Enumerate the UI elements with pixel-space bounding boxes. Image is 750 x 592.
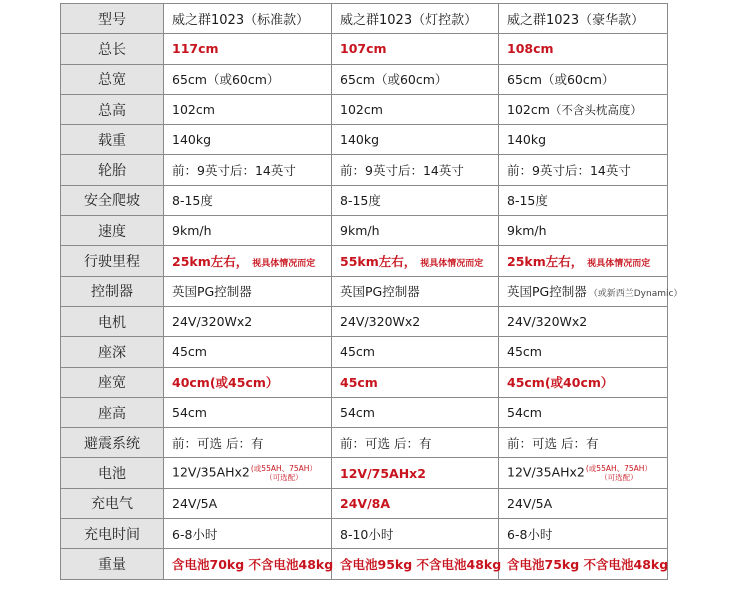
row-length xyxy=(61,34,668,64)
row-label: 型号 xyxy=(61,4,164,34)
row-charge-time xyxy=(61,519,668,549)
cell-value: 45cm xyxy=(332,367,499,397)
cell-value: 24V/320Wx2 xyxy=(332,306,499,336)
range-note: 视具体情况而定 xyxy=(252,259,316,270)
row-climb xyxy=(61,185,668,215)
model-light-control: 威之群1023（灯控款） xyxy=(332,4,499,34)
cell-value xyxy=(499,458,668,488)
cell-value: 6-8小时 xyxy=(499,519,668,549)
value-text: 25km左右， xyxy=(507,254,584,270)
value-text: 102cm xyxy=(507,101,550,117)
cell-value: 12V/75AHx2 xyxy=(332,458,499,488)
row-label: 电机 xyxy=(61,306,164,336)
cell-value: 前：9英寸后：14英寸 xyxy=(332,155,499,185)
cell-value: 140kg xyxy=(164,125,332,155)
row-controller xyxy=(61,276,668,306)
row-label: 轮胎 xyxy=(61,155,164,185)
cell-value: 117cm xyxy=(164,34,332,64)
cell-value: 24V/5A xyxy=(164,488,332,518)
row-charger xyxy=(61,488,668,518)
row-label: 行驶里程 xyxy=(61,246,164,276)
row-height xyxy=(61,94,668,124)
cell-value: 54cm xyxy=(499,397,668,427)
cell-value: 英国PG控制器 xyxy=(164,276,332,306)
cell-value xyxy=(332,246,499,276)
cell-value: 65cm（或60cm） xyxy=(332,64,499,94)
cell-value: 108cm xyxy=(499,34,668,64)
value-text: 12V/35AHx2 xyxy=(172,464,250,480)
option-line: (或55AH、75AH） xyxy=(250,464,317,474)
cell-value: 45cm xyxy=(164,337,332,367)
cell-value: 含电池95kg 不含电池48kg xyxy=(332,549,499,579)
cell-value xyxy=(164,458,332,488)
cell-value: 140kg xyxy=(332,125,499,155)
cell-value xyxy=(499,94,668,124)
cell-value: 8-15度 xyxy=(499,185,668,215)
row-weight xyxy=(61,549,668,579)
cell-value: 54cm xyxy=(332,397,499,427)
value-text: 55km左右， xyxy=(340,254,417,270)
cell-value: 54cm xyxy=(164,397,332,427)
cell-value: 英国PG控制器 xyxy=(332,276,499,306)
value-text: 英国PG控制器 xyxy=(507,284,587,300)
cell-value: 24V/320Wx2 xyxy=(164,306,332,336)
row-label: 充电时间 xyxy=(61,519,164,549)
cell-value: 24V/320Wx2 xyxy=(499,306,668,336)
cell-value: 40cm(或45cm） xyxy=(164,367,332,397)
row-seat-width xyxy=(61,367,668,397)
cell-value xyxy=(499,276,683,306)
cell-value: 140kg xyxy=(499,125,668,155)
row-label: 座高 xyxy=(61,397,164,427)
cell-value: 前：9英寸后：14英寸 xyxy=(164,155,332,185)
row-label: 总长 xyxy=(61,34,164,64)
cell-value: 前：9英寸后：14英寸 xyxy=(499,155,668,185)
cell-value: 45cm xyxy=(499,337,668,367)
row-label: 总高 xyxy=(61,94,164,124)
cell-value: 45cm(或40cm） xyxy=(499,367,668,397)
row-load xyxy=(61,125,668,155)
cell-value: 8-10小时 xyxy=(332,519,499,549)
row-label: 总宽 xyxy=(61,64,164,94)
row-suspension xyxy=(61,428,668,458)
cell-value: 前：可选 后：有 xyxy=(164,428,332,458)
model-standard: 威之群1023（标准款） xyxy=(164,4,332,34)
cell-value: 65cm（或60cm） xyxy=(499,64,668,94)
row-label: 重量 xyxy=(61,549,164,579)
cell-value xyxy=(164,246,332,276)
cell-value: 前：可选 后：有 xyxy=(332,428,499,458)
row-label: 安全爬坡 xyxy=(61,185,164,215)
cell-value: 含电池70kg 不含电池48kg xyxy=(164,549,332,579)
cell-value: 24V/5A xyxy=(499,488,668,518)
row-range xyxy=(61,246,668,276)
value-text: 25km左右， xyxy=(172,254,249,270)
row-speed xyxy=(61,216,668,246)
row-label: 控制器 xyxy=(61,276,164,306)
row-model xyxy=(61,4,668,34)
battery-option xyxy=(251,464,317,482)
battery-option xyxy=(586,464,652,482)
cell-value: 8-15度 xyxy=(332,185,499,215)
option-line: （可选配） xyxy=(265,473,303,483)
row-width xyxy=(61,64,668,94)
cell-value: 6-8小时 xyxy=(164,519,332,549)
option-line: (或55AH、75AH） xyxy=(585,464,652,474)
cell-value: 102cm xyxy=(164,94,332,124)
row-label: 电池 xyxy=(61,458,164,488)
cell-value: 102cm xyxy=(332,94,499,124)
row-motor xyxy=(61,306,668,336)
row-label: 避震系统 xyxy=(61,428,164,458)
cell-value: 9km/h xyxy=(332,216,499,246)
row-seat-depth xyxy=(61,337,668,367)
headrest-note: （不含头枕高度） xyxy=(549,102,642,117)
option-line: （可选配） xyxy=(600,473,638,483)
row-label: 充电气 xyxy=(61,488,164,518)
row-tires xyxy=(61,155,668,185)
row-label: 载重 xyxy=(61,125,164,155)
cell-value: 65cm（或60cm） xyxy=(164,64,332,94)
row-label: 速度 xyxy=(61,216,164,246)
cell-value: 9km/h xyxy=(499,216,668,246)
cell-value: 9km/h xyxy=(164,216,332,246)
range-note: 视具体情况而定 xyxy=(420,259,484,270)
cell-value: 8-15度 xyxy=(164,185,332,215)
cell-value xyxy=(499,246,668,276)
cell-value: 含电池75kg 不含电池48kg xyxy=(499,549,668,579)
cell-value: 前：可选 后：有 xyxy=(499,428,668,458)
row-battery xyxy=(61,458,668,488)
cell-value: 24V/8A xyxy=(332,488,499,518)
row-label: 座宽 xyxy=(61,367,164,397)
range-note: 视具体情况而定 xyxy=(587,259,651,270)
model-deluxe: 威之群1023（豪华款） xyxy=(499,4,668,34)
value-text: 12V/35AHx2 xyxy=(507,464,585,480)
controller-note: （或新西兰Dynamic） xyxy=(588,289,683,300)
row-label: 座深 xyxy=(61,337,164,367)
row-seat-height xyxy=(61,397,668,427)
cell-value: 107cm xyxy=(332,34,499,64)
cell-value: 45cm xyxy=(332,337,499,367)
spec-table xyxy=(60,3,683,580)
